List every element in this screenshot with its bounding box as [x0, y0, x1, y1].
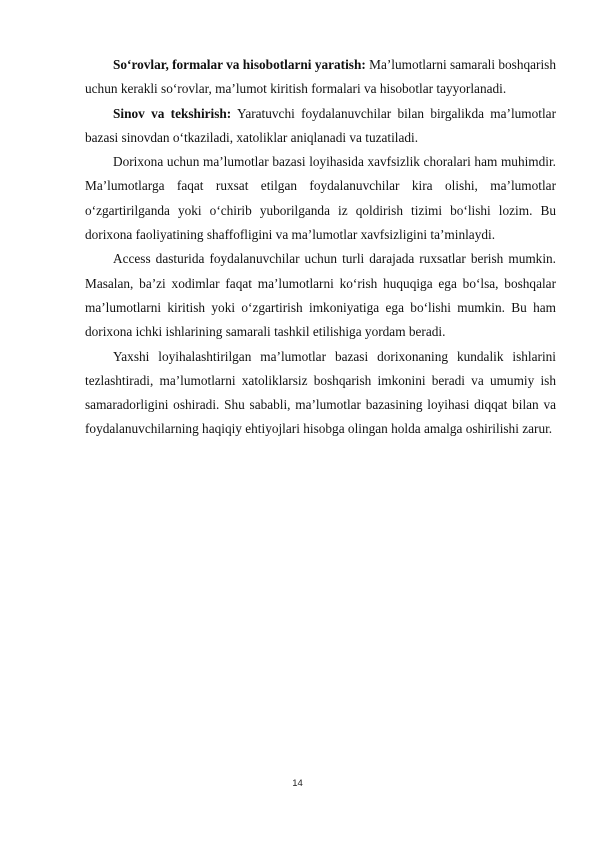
- paragraph-text: Yaxshi loyihalashtirilgan ma’lumotlar bazasi dorixonaning kundalik ishlarini tezlashtiradi, ma’lumotlarni xatoliklarsiz boshqarish imkonini beradi va umumiy ish samaradorligini oshiradi. Shu sababli, ma’lumotlar bazasining loyihasi diqqat bilan va foydalanuvchilarning haqiqiy ehtiyojlari hisobga olingan holda amalga oshirilishi zarur.: [85, 348, 556, 437]
- paragraph-text: Access dasturida foydalanuvchilar uchun turli darajada ruxsatlar berish mumkin. Masalan, ba’zi xodimlar faqat ma’lumotlarni ko‘rish huquqiga ega bo‘lsa, boshqalar ma’lumotlarni kiritish yoki o‘zgartirish imkoniyatiga ega bo‘lishi mumkin. Bu ham dorixona ichki ishlarining samarali tashkil etilishiga yordam beradi.: [85, 251, 556, 340]
- paragraph-queries-forms-reports: [85, 53, 556, 102]
- paragraph-text: Yaratuvchi foydalanuvchilar bilan birgalikda ma’lumotlar bazasi sinovdan o‘tkaziladi, xatoliklar aniqlanadi va tuzatiladi.: [85, 105, 557, 145]
- paragraph-lead: So‘rovlar, formalar va hisobotlarni yaratish:: [113, 57, 366, 72]
- page-body: [85, 53, 556, 442]
- paragraph-text: Ma’lumotlarni samarali boshqarish uchun kerakli so‘rovlar, ma’lumot kiritish formalari va hisobotlar tayyorlanadi.: [85, 57, 556, 97]
- paragraph-text: Dorixona uchun ma’lumotlar bazasi loyihasida xavfsizlik choralari ham muhimdir. Ma’lumotlarga faqat ruxsat etilgan foydalanuvchilar kira olishi, ma’lumotlar o‘zgartirilganda yoki o‘chirib yuborilganda iz qoldirish tizimi bo‘lishi lozim. Bu dorixona faoliyatining shaffofligini va ma’lumotlar xavfsizligini ta’minlaydi.: [85, 154, 556, 243]
- paragraph-security: [85, 150, 556, 247]
- page-number: 14: [292, 778, 303, 789]
- paragraph-access-permissions: [85, 247, 556, 344]
- paragraph-lead: Sinov va tekshirish:: [113, 105, 232, 121]
- paragraph-conclusion: [85, 345, 556, 442]
- paragraph-testing: [85, 102, 556, 151]
